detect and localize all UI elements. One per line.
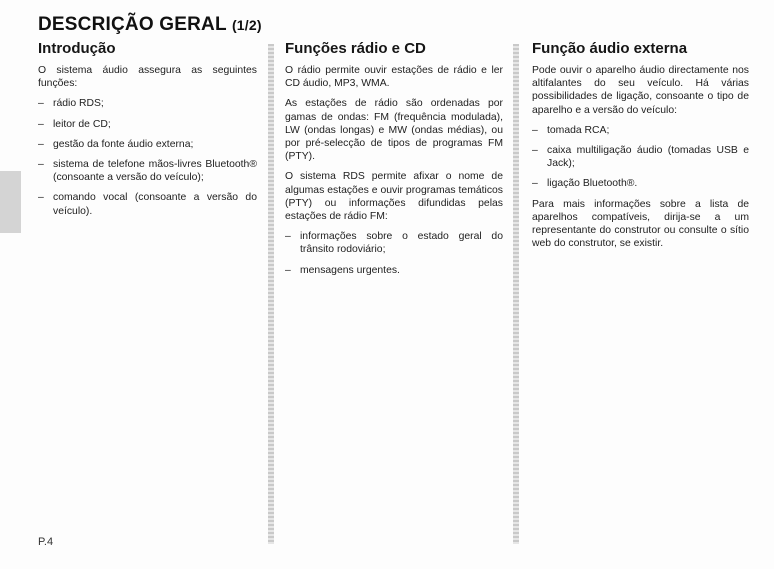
page-title — [38, 14, 262, 36]
external-audio-heading: Função áudio externa — [532, 40, 688, 57]
list-item: – rádio RDS; — [38, 97, 257, 110]
intro-function-list — [38, 97, 257, 217]
external-audio-paragraph: Pode ouvir o aparelho áudio directamente nos altifalantes do seu veículo. Há várias possibilidades de ligação, consoante o tipo de aparelho e a versão do veículo: — [532, 65, 749, 116]
list-item: – leitor de CD; — [38, 118, 257, 131]
page-title-text: DESCRIÇÃO GERAL — [38, 14, 227, 35]
list-item: – caixa multiligação áudio (tomadas USB e Jack); — [532, 144, 749, 170]
list-item: – mensagens urgentes. — [285, 264, 503, 277]
radio-heading: Funções rádio e CD — [285, 40, 426, 57]
radio-paragraph: As estações de rádio são ordenadas por gamas de ondas: FM (frequência modulada), LW (ondas longas) e MW (ondas médias), ou por pré-selecção de tipos de programas FM (PTY). — [285, 98, 503, 163]
section-tab-marker — [0, 171, 21, 233]
list-item: – informações sobre o estado geral do trânsito rodoviário; — [285, 230, 503, 256]
rds-info-list — [285, 230, 503, 277]
list-item: – ligação Bluetooth®. — [532, 177, 749, 190]
external-audio-paragraph: Para mais informações sobre a lista de aparelhos compatíveis, dirija-se a um representante do construtor ou consulte o sítio web do construtor, se existir. — [532, 198, 749, 250]
intro-column — [38, 40, 257, 225]
list-item: – comando vocal (consoante a versão do veículo). — [38, 191, 257, 217]
list-item: – sistema de telefone mãos-livres Bluetooth® (consoante a versão do veículo); — [38, 158, 257, 184]
page-number: P.4 — [38, 536, 54, 548]
list-item: – tomada RCA; — [532, 124, 749, 137]
radio-column — [285, 40, 503, 284]
column-divider — [268, 44, 274, 544]
radio-paragraph: O sistema RDS permite afixar o nome de algumas estações e ouvir programas temáticos (PTY) ou informações difundidas pelas estações de rádio FM: — [285, 171, 503, 223]
page-part-indicator: (1/2) — [231, 17, 262, 33]
intro-heading: Introdução — [38, 40, 116, 57]
external-audio-column — [532, 40, 749, 257]
radio-paragraph: O rádio permite ouvir estações de rádio e ler CD áudio, MP3, WMA. — [285, 65, 503, 90]
column-divider — [513, 44, 519, 544]
connection-options-list — [532, 124, 749, 191]
list-item: – gestão da fonte áudio externa; — [38, 138, 257, 151]
intro-lead: O sistema áudio assegura as seguintes funções: — [38, 65, 257, 90]
